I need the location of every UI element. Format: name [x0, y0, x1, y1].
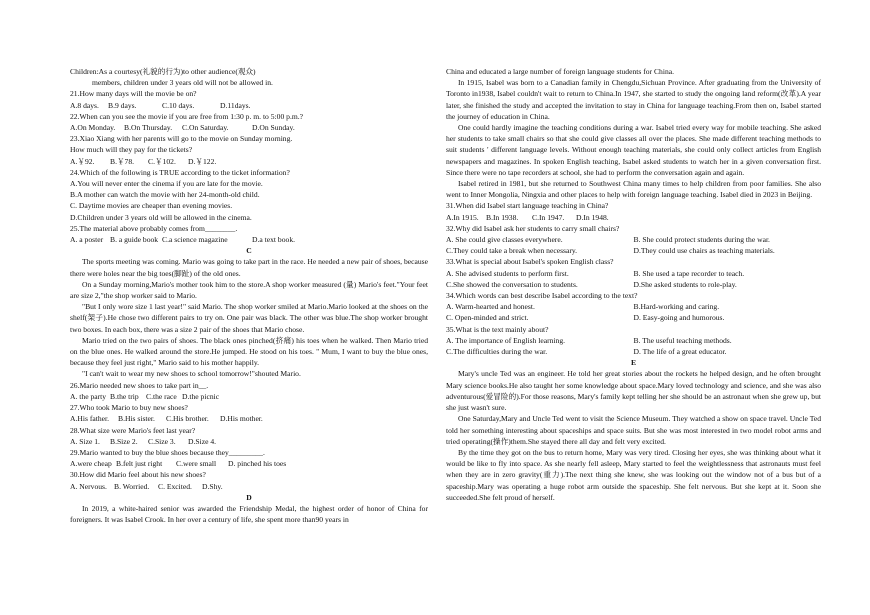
option: D.￥122. [188, 156, 217, 166]
option-row [70, 481, 428, 492]
text-line: 31.When did Isabel start language teaching in China? [446, 201, 609, 211]
option: C.His brother. [166, 414, 209, 424]
option: A.were cheap [70, 459, 112, 469]
option: A. She could give classes everywhere. [446, 235, 563, 245]
option-row [70, 156, 428, 167]
option: B. a guide book [110, 235, 159, 245]
option: D. The life of a great educator. [633, 347, 727, 357]
option: D.a text book. [252, 235, 296, 245]
option: B.On Thursday. [124, 123, 173, 133]
text-line: 22.When can you see the movie if you are free from 1:30 p. m. to 5:00 p.m.? [70, 111, 304, 121]
option: B. She could protect students during the war. [633, 235, 770, 245]
option: A. the party [70, 391, 107, 401]
text-line: "I can't wait to wear my new shoes to school tomorrow!"shouted Mario. [82, 369, 301, 379]
option: C.Size 3. [148, 436, 176, 446]
option-row [70, 391, 428, 402]
option-row [70, 436, 428, 447]
option: C.On Saturday. [182, 123, 229, 133]
option: A. Size 1. [70, 436, 100, 446]
text-line: By the time they got on the bus to return home, Mary was very tired. Closing her eyes, she was thinking about what it would be like to fly into space. As she nearly fell asleep, Mary started to feel the weightlessness that astronauts must feel when they are in zero gravity(重力).The next thing she knew, she was looking out the window not of a bus but of a spaceship.Mary was operating a huge robot arm outside the spaceship. She felt nervous. But she kept at it. Soon she succeeded.She felt proud of herself. [446, 447, 821, 502]
text-line: 30.How did Mario feel about his new shoes? [70, 470, 206, 480]
option: C.the race [146, 391, 177, 401]
text-line: 26.Mario needed new shoes to take part in__. [70, 380, 209, 390]
option-row [70, 413, 428, 424]
option: B. The useful teaching methods. [633, 335, 732, 345]
text-line: 35.What is the text mainly about? [446, 324, 549, 334]
option: A. She advised students to perform first. [446, 268, 569, 278]
option: B.￥78. [110, 156, 135, 166]
option-row [446, 268, 821, 279]
text-line: 28.What size were Mario's feet last year? [70, 425, 196, 435]
option-row [70, 234, 428, 245]
text-line: China and educated a large number of foreign language students for China. [446, 67, 675, 76]
text-line: In 1915, Isabel was born to a Canadian family in Chengdu,Sichuan Province. After graduating from the University of Toronto in1938, Isabel couldn't wait to return to China.In 1947, she started to study the ongoing land reform(改革).A year later, she finished the study and accepted the invitation to stay in China for language teaching.From then on, Isabel started the journey of education in China. [446, 78, 821, 121]
text-line: 29.Mario wanted to buy the blue shoes because they_________. [70, 447, 265, 457]
text-line: A.You will never enter the cinema if you are late for the movie. [70, 179, 263, 189]
option: A. Nervous. [70, 481, 107, 491]
text-line: 27.Who took Mario to buy new shoes? [70, 403, 188, 413]
option: B.felt just right [116, 459, 163, 469]
text-line: 24.Which of the following is TRUE according to the ticket information? [70, 167, 290, 177]
option: D.His mother. [220, 414, 263, 424]
left-column [70, 66, 428, 525]
option: B.In 1938. [486, 212, 519, 222]
text-line: Isabel retired in 1981, but she returned to Southwest China many times to help children from poor families. She also went to Inner Mongolia, Ningxia and other places to help with foreign language teaching. Isabel died in 2023 in Beijing. [446, 179, 821, 200]
option: C.were small [176, 459, 217, 469]
text-line: In 2019, a white-haired senior was awarded the Friendship Medal, the highest order of honor of China for foreigners. It was Isabel Crook. In her over a century of life, she spent more than90 years in [70, 503, 428, 525]
option: B. Worried. [114, 481, 150, 491]
option: A. Warm-hearted and honest. [446, 302, 535, 312]
option-row [446, 301, 821, 312]
option: A.On Monday. [70, 123, 116, 133]
text-line: One Saturday,Mary and Uncle Ted went to visit the Science Museum. They watched a show on space travel. Uncle Ted told her something interesting about spaceships and space suits. But she was most interested in two model robot arms and tried operating(操作)them.She stayed there all day and felt very excited. [446, 414, 821, 446]
text-line: members, children under 3 years old will not be allowed in. [92, 78, 273, 88]
text-line: "But I only wore size 1 last year!" said Mario. The shop worker smiled at Mario.Mario looked at the shoes on the shelf(架子).He chose two different pairs to try on. One pair was black. The other was blue.The shop worker brought two boxes. In each box, there was a size 2 pair of the shoes that Mario chose. [70, 302, 428, 334]
option: A.8 days. [70, 100, 99, 110]
option: B.the trip [110, 391, 139, 401]
option: C.In 1947. [532, 212, 565, 222]
option: D.Shy. [202, 481, 223, 491]
option-row [446, 245, 821, 256]
option: C.She showed the conversation to students. [446, 279, 578, 289]
option: A. a poster [70, 235, 104, 245]
text-line: 34.Which words can best describe Isabel according to the text? [446, 291, 638, 301]
text-line: 23.Xiao Xiang with her parents will go to the movie on Sunday morning. [70, 134, 293, 144]
option-row [446, 279, 821, 290]
option: D.the picnic [182, 391, 220, 401]
option: B.Hard-working and caring. [633, 302, 720, 312]
option: C. Open-minded and strict. [446, 313, 529, 323]
text-line: One could hardly imagine the teaching conditions during a war. Isabel tried every way for mobile teaching. She asked her students to take small chairs so that she could give classes all over the places. She made different teaching methods to suit students ' different language levels. Without enough teaching materials, she could only collect articles from English newspapers and magazines. In spoken English teaching, Isabel asked students to watch her in a given conversation first. Since there were no tape recorders at school, she had to perform the conversation again and again. [446, 123, 821, 177]
option-row [446, 335, 821, 346]
option: A. The importance of English learning. [446, 335, 566, 345]
option: C.The difficulties during the war. [446, 347, 548, 357]
option-row [446, 212, 821, 223]
option: B.Size 2. [110, 436, 138, 446]
text-line: C. Daytime movies are cheaper than evening movies. [70, 201, 233, 211]
option: C.They could take a break when necessary. [446, 246, 578, 256]
section-heading: C [246, 246, 252, 256]
option-row [446, 312, 821, 323]
text-line: On a Sunday morning,Mario's mother took him to the store.A shop worker measured (量) Mario's feet."Your feet are size 2,"the shop worker said to Mario. [70, 279, 428, 301]
text-line: The sports meeting was coming. Mario was going to take part in the race. He needed a new pair of shoes, because there were holes near the big toes(脚趾) of the old ones. [70, 257, 428, 278]
text-line: Mary's uncle Ted was an engineer. He told her great stories about the rockets he helped design, and he often brought Mary science books.He also taught her some knowledge about space.Mary loved technology and science, and she was also adventurous(爱冒险的).For those reasons, Mary's family kept telling her she should be an astronaut when she grew up, but she just wasn't sure. [446, 369, 821, 413]
option: C. Excited. [158, 481, 192, 491]
option: A.In 1915. [446, 212, 479, 222]
text-line: 21.How many days will the movie be on? [70, 89, 197, 99]
option: B. She used a tape recorder to teach. [633, 268, 745, 278]
option: C.10 days. [162, 100, 195, 110]
right-column [446, 66, 821, 503]
text-line: 32.Why did Isabel ask her students to carry small chairs? [446, 223, 620, 233]
text-line: D.Children under 3 years old will be allowed in the cinema. [70, 212, 252, 222]
text-line: How much will they pay for the tickets? [70, 145, 193, 155]
text-line: 25.The material above probably comes from________. [70, 223, 238, 233]
option: C.￥102. [148, 156, 176, 166]
option: D.She asked students to role-play. [633, 279, 737, 289]
option: A.￥92. [70, 156, 95, 166]
option: B.His sister. [118, 414, 155, 424]
section-heading: D [246, 492, 252, 502]
section-heading: E [630, 358, 637, 368]
option: C.a science magazine [162, 235, 228, 245]
option: D. Easy-going and humorous. [633, 313, 725, 323]
text-line: Mario tried on the two pairs of shoes. The black ones pinched(挤痛) his toes when he walked. Then Mario tried on the blue ones. He walked around the store.He jumped. He stood on his toes. " Mum, I want to buy the blue ones, because they feel just right," Mario said to his mother happily. [70, 335, 428, 368]
option: D.They could use chairs as teaching materials. [633, 246, 775, 256]
option-row [70, 122, 428, 133]
text-line: B.A mother can watch the movie with her 24-month-old child. [70, 190, 260, 200]
option-row [70, 458, 428, 469]
option: B.9 days. [108, 100, 137, 110]
option-row [446, 346, 821, 357]
option: D. pinched his toes [228, 459, 287, 469]
option: D.On Sunday. [252, 123, 295, 133]
option: D.11days. [220, 100, 251, 110]
option: D.Size 4. [188, 436, 217, 446]
option-row [70, 100, 428, 111]
text-line: 33.What is special about Isabel's spoken English class? [446, 257, 614, 267]
option-row [446, 234, 821, 245]
option: A.His father. [70, 414, 110, 424]
text-line: Children:As a courtesy(礼貌的行为)to other audience(观众) [70, 67, 256, 76]
option: D.In 1948. [576, 212, 609, 222]
